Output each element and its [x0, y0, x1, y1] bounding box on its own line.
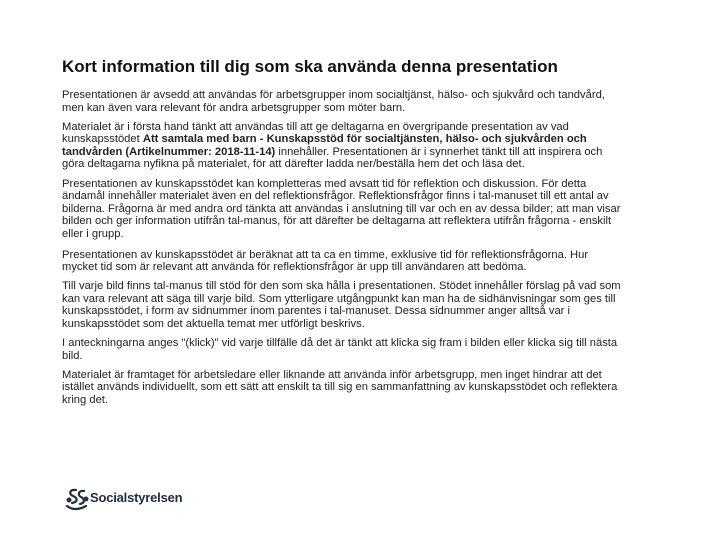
paragraph-purpose — [62, 121, 624, 171]
paragraph-purpose-intro: Materialet är i första hand tänkt att användas till att ge deltagarna en övergripande presentation av vad kunskapsstödet — [62, 120, 569, 146]
logo-wordmark: Socialstyrelsen — [90, 490, 183, 505]
paragraph-duration: Presentationen av kunskapsstödet är beräknat att ta ca en timme, exklusive tid för reflektionsfrågorna. Hur mycket tid som är relevant att använda för reflektionsfrågor är upp till användaren att bedöma. — [62, 248, 589, 274]
slide-body — [62, 89, 624, 413]
publication-reference: Att samtala med barn - Kunskapsstöd för socialtjänsten, hälso- och sjukvården och tandvården (Artikelnummer: 2018-11-14) — [62, 133, 587, 158]
paragraph-click-notes: I anteckningarna anges "(klick)" vid varje tillfälle då det är tänkt att klicka sig fram i bilden eller klicka sig till nästa bild. — [62, 337, 618, 362]
socialstyrelsen-logo — [64, 486, 182, 512]
paragraph-purpose-rest: innehåller. Presentationen är i synnerhet tänkt till att inspirera och göra deltagarna nyfikna på materialet, för att därefter ladda ner/beställa hem det och läsa det. — [62, 145, 603, 171]
paragraph-usage: Materialet är framtaget för arbetsledare eller liknande att använda inför arbetsgrupp, men inget hindrar att det istället används individuellt, som ett sätt att enskilt ta till sig en sammanfattning av kunskapsstödet och reflektera kring det. — [62, 368, 618, 406]
paragraph-speaker-notes: Till varje bild finns tal-manus till stöd för den som ska hålla i presentationen. Stödet innehåller förslag på vad som kan vara relevant att säga till varje bild. Som ytterligare utgångpunkt kan man ha de sidhänvisningar som ges till kunskapsstödet, i form av sidnummer inom parentes i tal-manuset. Dessa sidnummer anger alltså var i kunskapsstödet som det aktuella temat mer utförligt beskrivs. — [62, 280, 621, 330]
slide-title: Kort information till dig som ska använda denna presentation — [62, 57, 558, 76]
paragraph-audience: Presentationen är avsedd att användas för arbetsgrupper inom socialtjänst, hälso- och sjukvård och tandvård, men kan även vara relevant för andra arbetsgrupper som möter barn. — [62, 89, 605, 114]
paragraph-reflection: Presentationen av kunskapsstödet kan kompletteras med avsatt tid för reflektion och diskussion. För detta ändamål innehåller materialet även en del reflektionsfrågor. Reflektionsfrågor finns i tal-manuset till ett antal av bilderna. Frågorna är med andra ord tänkta att användas i anslutning till var och en av dessa bilder; att man visar bilden och ger information utifrån tal-manus, för att därefter be deltagarna att reflektera utifrån frågorna - enskilt eller i grupp. — [62, 177, 621, 240]
socialstyrelsen-logo-icon — [64, 486, 90, 512]
